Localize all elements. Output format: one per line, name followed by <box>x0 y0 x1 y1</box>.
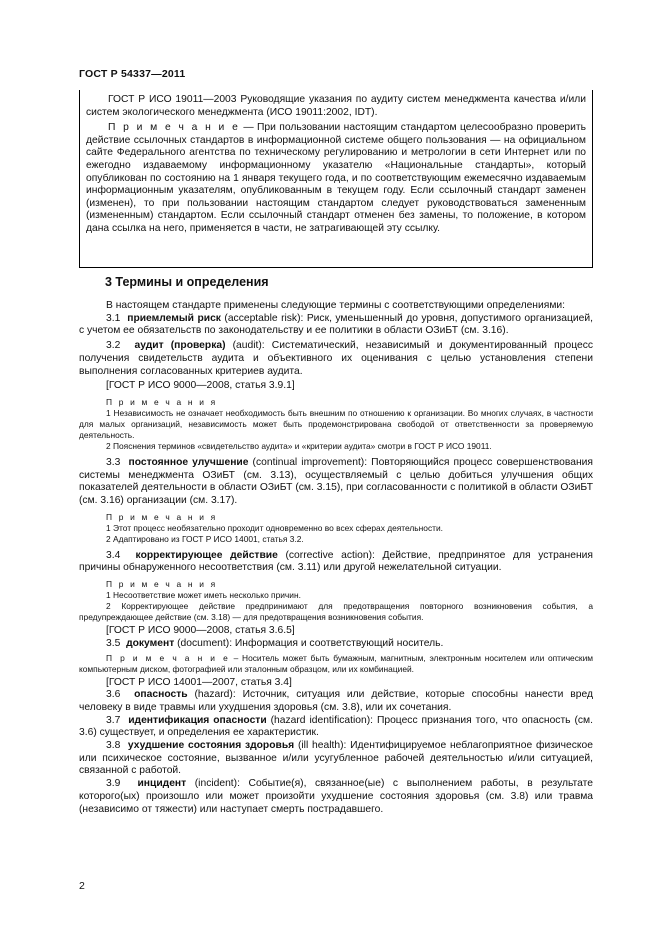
note-item: 1 Этот процесс необязательно проходит одновременно во всех сферах деятельности. <box>106 522 443 533</box>
references-box <box>79 90 593 268</box>
term-name: постоянное улучшение <box>128 456 249 468</box>
term-3-1: 3.1 приемлемый риск (acceptable risk): Риск, уменьшенный до уровня, допустимого организацией, с учетом ее обязательств по законодательству и ее политики в области ОЗиБТ (см. 3.16). <box>79 312 593 337</box>
term-3-8: 3.8 ухудшение состояния здоровья (ill health): Идентифицируемое неблагоприятное физическое или психическое состояние, вызванное и/или усугубленное рабочей деятельностью и/или ситуацией, связанной с работой. <box>79 740 593 777</box>
term-3-2: 3.2 аудит (проверка) (audit): Систематический, независимый и документированный процесс получения свидетельств аудита и объективного их оценивания с целью установления степени выполнения согласованных критериев аудита. <box>79 340 593 377</box>
term-3-3: 3.3 постоянное улучшение (continual improvement): Повторяющийся процесс совершенствования системы менеджмента ОЗиБТ (см. 3.13), осуществляемый с целью добиться улучшения общих показателей деятельности в области ОЗиБТ (см. 3.15), при согласованности с политикой в области ОЗиБТ (см. 3.16) организации (см. 3.17). <box>79 456 593 507</box>
term-name: аудит (проверка) <box>134 340 226 352</box>
term-name: ухудшение состояния здоровья <box>127 740 295 752</box>
notes-heading: П р и м е ч а н и я <box>106 579 218 590</box>
note-item: 2 Пояснения терминов «свидетельство аудита» и «критерии аудита» смотри в ГОСТ Р ИСО 19011. <box>106 440 492 451</box>
term-source: [ГОСТ Р ИСО 9000—2008, статья 3.6.5] <box>106 625 295 637</box>
note-item: 1 Независимость не означает необходимость быть внешним по отношению к организации. Во многих случаях, в частности для малых организаций, независимость может быть продемонстрирована свободой от ответственности за проверяемую деятельность. <box>79 407 593 440</box>
notes-heading: П р и м е ч а н и я <box>106 511 218 522</box>
term-name: корректирующее действие <box>135 549 278 561</box>
term-note: П р и м е ч а н и е – Носитель может быть бумажным, магнитным, электронным носителем или оптическим компьютерным диском, фотографией или эталонным образцом, или их комбинацией. <box>79 652 594 674</box>
term-3-7: 3.7 идентификация опасности (hazard identification): Процесс признания того, что опасность (см. 3.6) существует, и определения ее характеристик. <box>79 714 593 739</box>
section-intro: В настоящем стандарте применены следующие термины с соответствующими определениями: <box>106 300 566 311</box>
term-3-5: 3.5 документ (document): Информация и соответствующий носитель. <box>106 637 444 649</box>
term-name: идентификация опасности <box>128 714 267 726</box>
note-text: — При пользовании настоящим стандартом целесообразно проверить действие ссылочных стандартов в информационной системе общего пользования — на официальном сайте Федерального агентства по техническому регулированию и метрологии в сети Интернет или по ежегодно издаваемому информационному указателю «Национальные стандарты», который опубликован по состоянию на 1 января текущего года, и по соответствующим ежемесячно издаваемым информационным указателям, опубликованным в текущем году. Если ссылочный стандарт заменен (изменен), то при пользовании настоящим стандартом следует руководствоваться замененным (измененным) стандартом. Если ссылочный стандарт отменен без замены, то положение, в котором дана ссылка на него, применяется в части, не затрагивающей эту ссылку. <box>86 122 586 234</box>
term-3-6: 3.6 опасность (hazard): Источник, ситуация или действие, которые способны нанести вред человеку в виде травмы или ухудшения здоровья (см. 3.8), или их сочетания. <box>79 689 593 713</box>
notes-heading: П р и м е ч а н и я <box>106 396 218 407</box>
note-item: 2 Адаптировано из ГОСТ Р ИСО 14001, статья 3.2. <box>106 533 304 544</box>
reference-item: ГОСТ Р ИСО 19011—2003 Руководящие указания по аудиту систем менеджмента качества и/или систем экологического менеджмента (ИСО 19011:2002, IDT). <box>86 94 586 118</box>
term-name: приемлемый риск <box>127 312 221 324</box>
term-name: документ <box>126 637 175 649</box>
box-note <box>86 122 586 235</box>
term-source: [ГОСТ Р ИСО 14001—2007, статья 3.4] <box>106 676 292 688</box>
term-3-4: 3.4 корректирующее действие (corrective action): Действие, предпринятое для устранения причины обнаруженного несоответствия (см. 3.11) или другой нежелательной ситуации. <box>79 549 593 574</box>
section-title: 3 Термины и определения <box>105 275 269 289</box>
term-source: [ГОСТ Р ИСО 9000—2008, статья 3.9.1] <box>106 380 295 392</box>
note-item: 2 Корректирующее действие предпринимают для предотвращения повторного возникновения события, а предупреждающее действие (см. 3.18) — для предотвращения возникновения события. <box>79 601 593 623</box>
page-number: 2 <box>79 880 85 892</box>
term-name: опасность <box>134 689 188 701</box>
note-label: П р и м е ч а н и е <box>108 122 240 134</box>
document-header: ГОСТ Р 54337—2011 <box>79 68 186 80</box>
note-item: 1 Несоответствие может иметь несколько причин. <box>106 590 301 601</box>
section-body <box>79 300 593 816</box>
term-3-9: 3.9 инцидент (incident): Событие(я), связанное(ые) с выполнением работы, в результате которого(ых) произошло или может произойти ухудшение состояния здоровья (см. 3.8) или травма (независимо от тяжести) или наступает смерть пострадавшего. <box>79 778 593 815</box>
term-name: инцидент <box>137 778 187 790</box>
